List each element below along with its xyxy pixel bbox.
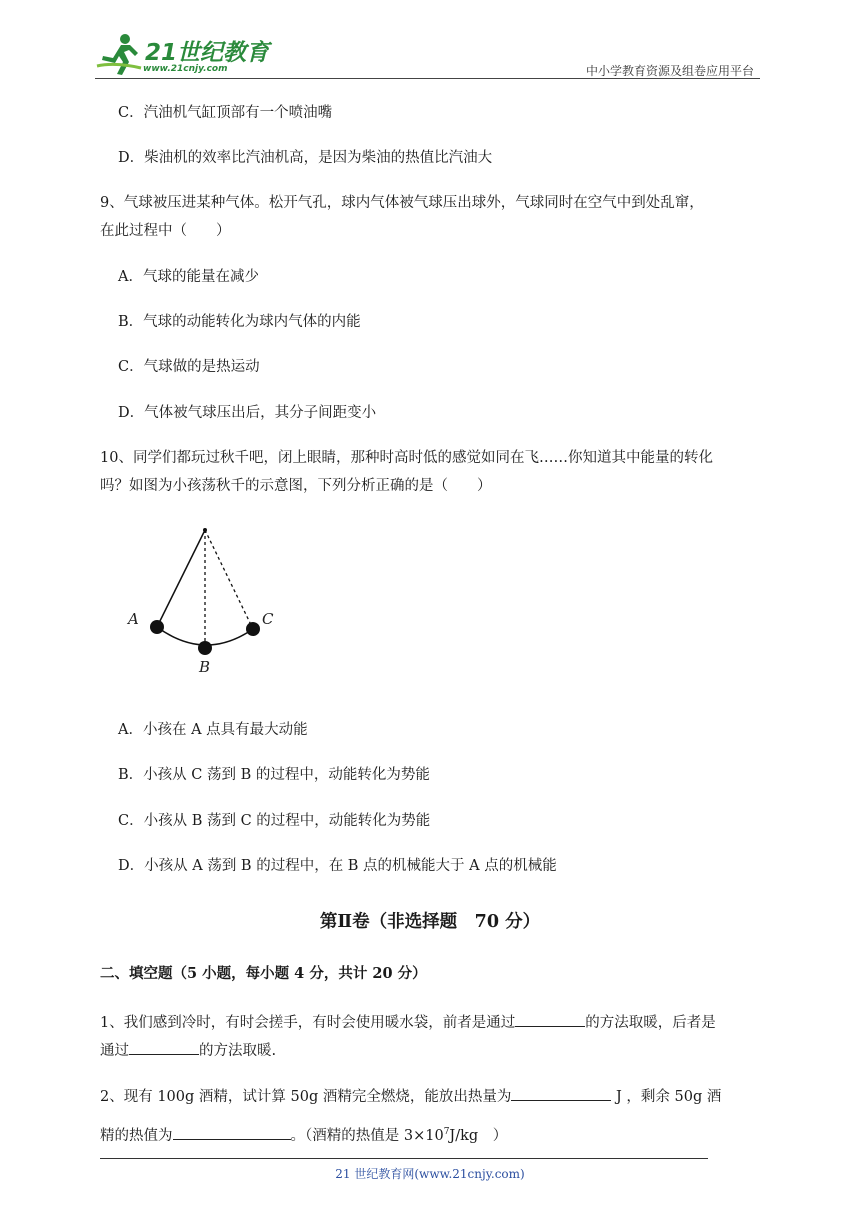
fill2-text2-post: 。（酒精的热值是 3×10 — [290, 1127, 444, 1144]
runner-logo-icon — [95, 32, 145, 78]
site-logo — [95, 30, 295, 78]
fill2-text2-pre: 精的热值为 — [100, 1127, 173, 1144]
part-title: 二、填空题（5 小题，每小题 4 分，共计 20 分） — [100, 965, 427, 982]
q10-stem-line2: 吗？如图为小孩荡秋千的示意图，下列分析正确的是（ ） — [100, 478, 492, 494]
q10-stem-line1: 10、同学们都玩过秋千吧，闭上眼睛，那种时高时低的感觉如同在飞……你知道其中能量的转化 — [100, 450, 713, 466]
page-header — [95, 30, 760, 80]
q10-option-a: A．小孩在 A 点具有最大动能 — [118, 722, 308, 738]
section-title: 第Ⅱ卷（非选择题 70 分） — [319, 912, 541, 932]
fill1-blank2[interactable] — [129, 1038, 199, 1055]
q8-option-d: D．柴油机的效率比汽油机高，是因为柴油的热值比汽油大 — [118, 150, 493, 166]
fill1-line1 — [100, 1010, 716, 1033]
q9-option-c: C．气球做的是热运动 — [118, 359, 260, 375]
q10-option-c: C．小孩从 B 荡到 C 的过程中，动能转化为势能 — [118, 813, 431, 829]
fill1-line2 — [100, 1038, 276, 1061]
q9-option-d: D．气体被气球压出后，其分子间距变小 — [118, 405, 377, 421]
fill1-text-pre: 1、我们感到冷时，有时会搓手，有时会使用暖水袋，前者是通过 — [100, 1015, 516, 1031]
page-footer: 21 世纪教育网(www.21cnjy.com) — [335, 1167, 525, 1181]
ball-b — [198, 641, 212, 655]
logo-title: 21世纪教育 — [145, 40, 270, 66]
fill1-text2-pre: 通过 — [100, 1043, 129, 1059]
q10-option-d: D．小孩从 A 荡到 B 的过程中，在 B 点的机械能大于 A 点的机械能 — [118, 858, 557, 874]
q10-option-b: B．小孩从 C 荡到 B 的过程中，动能转化为势能 — [118, 767, 430, 783]
fill1-text-post: 的方法取暖，后者是 — [585, 1015, 716, 1031]
q9-option-a: A．气球的能量在减少 — [118, 269, 259, 285]
fill2-exponent: 7 — [443, 1127, 450, 1137]
logo-url: www.21cnjy.com — [143, 64, 228, 74]
rope-c — [205, 530, 253, 629]
q8-option-c: C．汽油机气缸顶部有一个喷油嘴 — [118, 105, 333, 121]
header-divider — [95, 78, 760, 79]
footer-divider — [100, 1158, 708, 1159]
q9-option-b: B．气球的动能转化为球内气体的内能 — [118, 314, 361, 330]
fill1-text2-post: 的方法取暖. — [199, 1043, 277, 1059]
ball-c — [246, 622, 260, 636]
fill2-line1 — [100, 1084, 721, 1107]
header-platform-text: 中小学教育资源及组卷应用平台 — [585, 64, 754, 78]
rope-a — [157, 530, 205, 627]
ball-a — [150, 620, 164, 634]
fill2-text-pre: 2、现有 100g 酒精，试计算 50g 酒精完全燃烧，能放出热量为 — [100, 1089, 512, 1105]
fill2-blank2[interactable] — [173, 1123, 291, 1140]
fill2-text-post: J ，剩余 50g 酒 — [611, 1089, 722, 1105]
label-c: C — [262, 610, 274, 628]
label-a: A — [128, 610, 139, 628]
fill2-line2 — [100, 1122, 507, 1146]
fill2-unit: J/kg ） — [449, 1127, 508, 1144]
q9-stem-line1: 9、气球被压进某种气体。松开气孔，球内气体被气球压出球外，气球同时在空气中到处乱窜， — [100, 195, 704, 211]
q9-stem-line2: 在此过程中（ ） — [100, 223, 231, 239]
swing-diagram — [120, 520, 290, 680]
fill1-blank1[interactable] — [515, 1010, 585, 1027]
fill2-blank1[interactable] — [511, 1084, 611, 1101]
label-b: B — [199, 658, 211, 676]
